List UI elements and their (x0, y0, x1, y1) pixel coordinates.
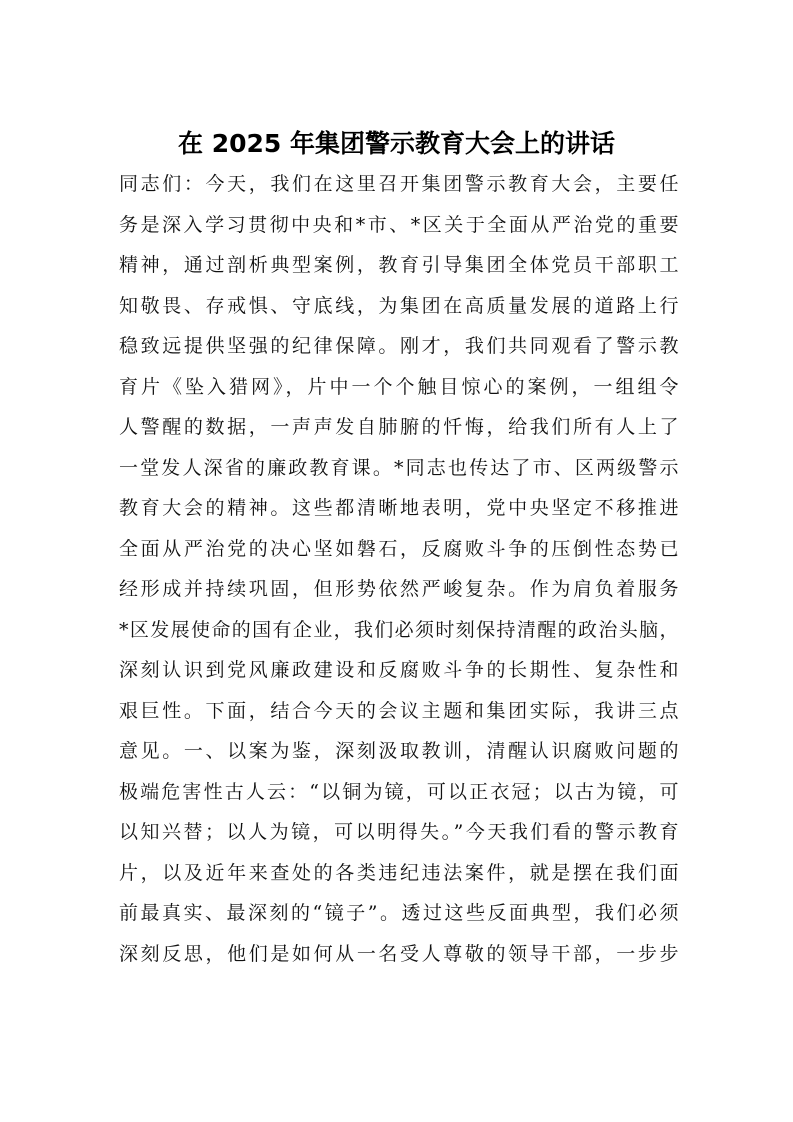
body-line: 人警醒的数据，一声声发自肺腑的忏悔，给我们所有人上了 (119, 416, 679, 438)
body-line: 全面从严治党的决心坚如磐石，反腐败斗争的压倒性态势已 (119, 537, 679, 560)
body-line: 片，以及近年来查处的各类违纪违法案件，就是摆在我们面 (119, 861, 679, 884)
body-line: 极端危害性古人云：“以铜为镜，可以正衣冠；以古为镜，可 (119, 780, 679, 803)
body-line: 深刻反思，他们是如何从一名受人尊敬的领导干部，一步步 (119, 942, 679, 965)
body-line: 深刻认识到党风廉政建设和反腐败斗争的长期性、复杂性和 (119, 659, 679, 681)
body-line: 育片《坠入猎网》，片中一个个触目惊心的案例，一组组令 (119, 375, 679, 398)
document-body (119, 164, 679, 974)
body-line: 以知兴替；以人为镜，可以明得失。”今天我们看的警示教育 (119, 821, 679, 843)
body-line: 教育大会的精神。这些都清晰地表明，党中央坚定不移推进 (119, 497, 679, 519)
body-line: 知敬畏、存戒惧、守底线，为集团在高质量发展的道路上行 (119, 294, 679, 317)
body-line: 务是深入学习贯彻中央和*市、*区关于全面从严治党的重要 (119, 213, 679, 236)
body-line: 精神，通过剖析典型案例，教育引导集团全体党员干部职工 (119, 254, 679, 276)
body-line: 一堂发人深省的廉政教育课。*同志也传达了市、区两级警示 (119, 456, 679, 479)
document-title: 在 2025 年集团警示教育大会上的讲话 (178, 129, 615, 158)
body-line: 同志们：今天，我们在这里召开集团警示教育大会，主要任 (119, 173, 679, 195)
body-line: 经形成并持续巩固，但形势依然严峻复杂。作为肩负着服务 (119, 578, 679, 600)
body-line: 意见。一、以案为鉴，深刻汲取教训，清醒认识腐败问题的 (119, 740, 679, 762)
body-line: 前最真实、最深刻的“镜子”。透过这些反面典型，我们必须 (119, 902, 679, 924)
body-line: 稳致远提供坚强的纪律保障。刚才，我们共同观看了警示教 (119, 335, 679, 357)
body-line: 艰巨性。下面，结合今天的会议主题和集团实际，我讲三点 (119, 699, 679, 722)
body-line: *区发展使命的国有企业，我们必须时刻保持清醒的政治头脑， (119, 618, 679, 641)
